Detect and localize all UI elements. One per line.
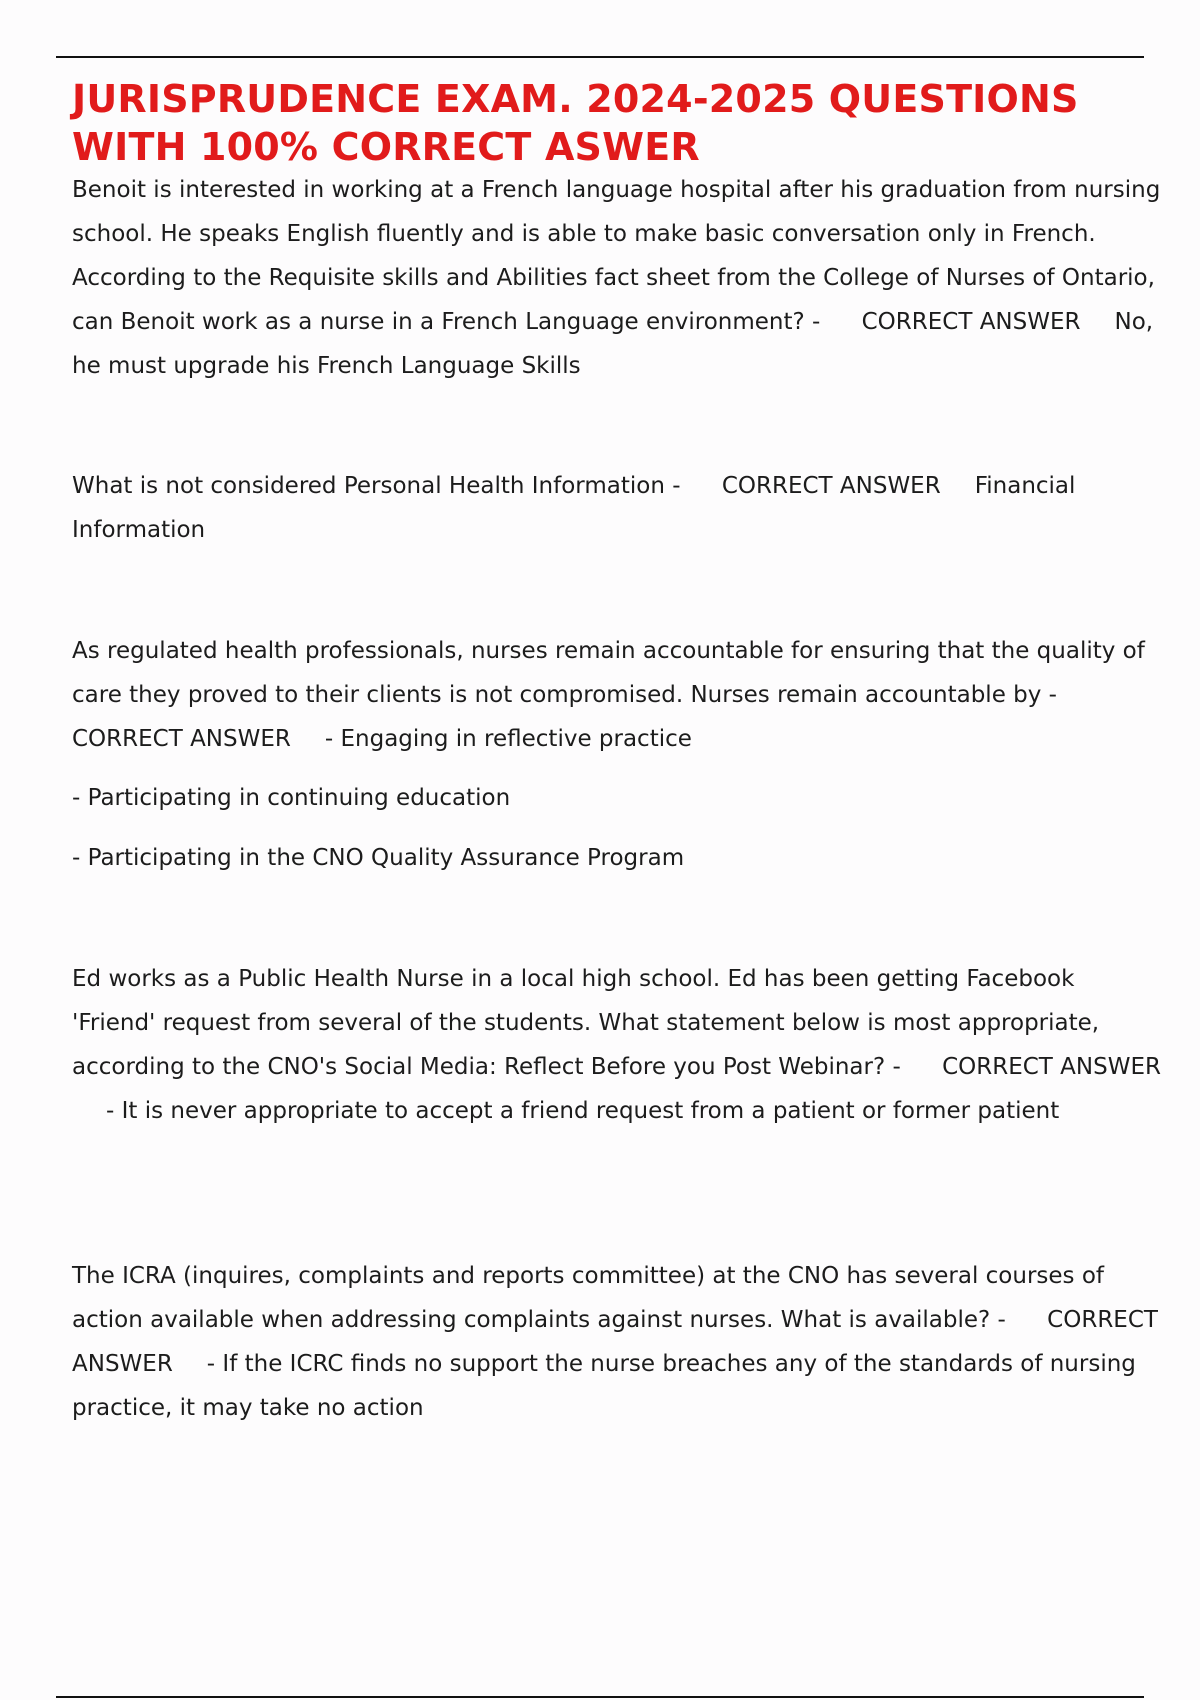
correct-answer-label: CORRECT ANSWER	[942, 1054, 1161, 1080]
answer-bullet: - Participating in continuing education	[72, 785, 511, 811]
title-line-1: JURISPRUDENCE EXAM. 2024-2025 QUESTIONS	[72, 77, 1079, 121]
qa-text	[72, 464, 1162, 552]
question-text: The ICRA (inquires, complaints and reports committee) at the CNO has several courses of action available when addressing complaints against nurses. What is available? -	[72, 1263, 1105, 1333]
question-text: Ed works as a Public Health Nurse in a local high school. Ed has been getting Facebook 'Friend' request from several of the students. What statement below is most appropriate, according to the CNO's Social Media: Reflect Before you Post Webinar? -	[72, 966, 1100, 1080]
qa-text	[72, 1254, 1162, 1430]
title-line-2: WITH 100% CORRECT ASWER	[72, 125, 700, 169]
qa-text	[72, 168, 1162, 388]
answer-bullet: - Participating in the CNO Quality Assurance Program	[72, 845, 685, 871]
answer-text: - It is never appropriate to accept a friend request from a patient or former patient	[106, 1098, 1060, 1124]
qa-text	[72, 957, 1162, 1133]
qa-item-3	[72, 629, 1162, 880]
qa-item-2	[72, 464, 1162, 552]
answer-text: Financial Information	[72, 473, 1076, 543]
question-text: As regulated health professionals, nurses remain accountable for ensuring that the quality of care they proved to their clients is not compromised. Nurses remain accountable by -	[72, 638, 1145, 708]
correct-answer-label: CORRECT ANSWER	[721, 473, 941, 499]
answer-text: - If the ICRC finds no support the nurse breaches any of the standards of nursing practice, it may take no action	[72, 1351, 1136, 1421]
answer-text: - Engaging in reflective practice	[324, 726, 692, 752]
correct-answer-label: CORRECT ANSWER	[72, 726, 291, 752]
answer-text: No, he must upgrade his French Language Skills	[72, 309, 1154, 379]
correct-answer-label: CORRECT ANSWER	[861, 309, 1081, 335]
qa-item-1	[72, 168, 1162, 388]
qa-item-5	[72, 1254, 1162, 1430]
top-rule	[56, 56, 1144, 58]
question-text: Benoit is interested in working at a French language hospital after his graduation from nursing school. He speaks English fluently and is able to make basic conversation only in French. According to the Requisite skills and Abilities fact sheet from the College of Nurses of Ontario, can Benoit work as a nurse in a French Language environment? -	[72, 177, 1161, 335]
qa-item-4	[72, 957, 1162, 1133]
qa-text	[72, 629, 1162, 761]
document-title	[72, 75, 1182, 171]
correct-answer-label: CORRECT ANSWER	[72, 1307, 1158, 1377]
question-text: What is not considered Personal Health Information -	[72, 473, 681, 499]
bottom-rule	[56, 1696, 1144, 1698]
